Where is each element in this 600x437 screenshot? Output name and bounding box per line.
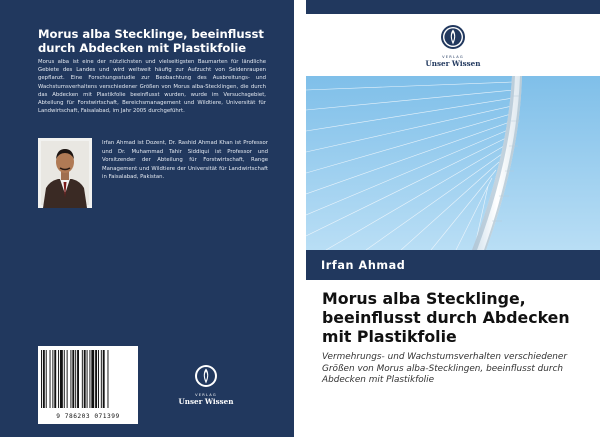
front-cover-subtitle: Vermehrungs- und Wachstumsverhalten verschiedener Größen von Morus alba-Stecklingen, beeinflusst durch Abdecken mit Plastikfolie <box>322 352 568 386</box>
back-cover-title: Morus alba Stecklinge, beeinflusst durch Abdecken mit Plastikfolie <box>38 27 264 55</box>
publisher-logo-back <box>176 364 236 406</box>
publisher-small-label: VERLAG <box>195 393 217 397</box>
cover-photo-bridge <box>306 76 600 250</box>
publisher-emblem-icon <box>440 24 466 50</box>
back-cover-abstract: Morus alba ist eine der nützlichsten und vielseitigsten Baumarten für ländliche Gebiete des Landes und wird weltweit häufig zur Aufzucht von Seidenraupen gepflanzt. Eine Forschungsstudie zur Beobachtung des Ausbreitungs- und Wachstumsverhaltens verschiedener Größen von Morus alba-Stecklingen, die durch das Abdecken mit Plastikfolie beeinflusst wurden, wurde im Versuchsgebiet, Abteilung für Forstwirtschaft, Bereichsmanagement und Wildtiere, Universität für Landwirtschaft, Faisalabad, im Jahr 2005 durchgeführt. <box>38 59 266 115</box>
front-author-name: Irfan Ahmad <box>321 259 406 272</box>
publisher-logo-front <box>422 24 484 68</box>
publisher-name: Unser Wissen <box>178 397 234 406</box>
publisher-emblem-icon <box>194 364 218 388</box>
barcode <box>38 346 138 424</box>
publisher-small-label-front: VERLAG <box>442 55 464 59</box>
publisher-name-front: Unser Wissen <box>425 59 481 68</box>
back-cover <box>0 0 294 437</box>
front-cover <box>306 0 600 437</box>
front-cover-title: Morus alba Stecklinge, beeinflusst durch Abdecken mit Plastikfolie <box>322 289 570 346</box>
front-top-bar <box>306 0 600 14</box>
author-bar <box>306 250 600 280</box>
isbn-number: 9 786203 071399 <box>56 413 120 420</box>
author-bio: Irfan Ahmad ist Dozent, Dr. Rashid Ahmad Khan ist Professor und Dr. Muhammad Tahir Siddiqui ist Professor und Vorsitzender der Abteilung für Forstwirtschaft, Range Management und Wildtiere der Universität für Landwirtschaft in Faisalabad, Pakistan. <box>102 140 268 181</box>
book-spine <box>294 0 306 437</box>
author-photo <box>38 138 92 208</box>
